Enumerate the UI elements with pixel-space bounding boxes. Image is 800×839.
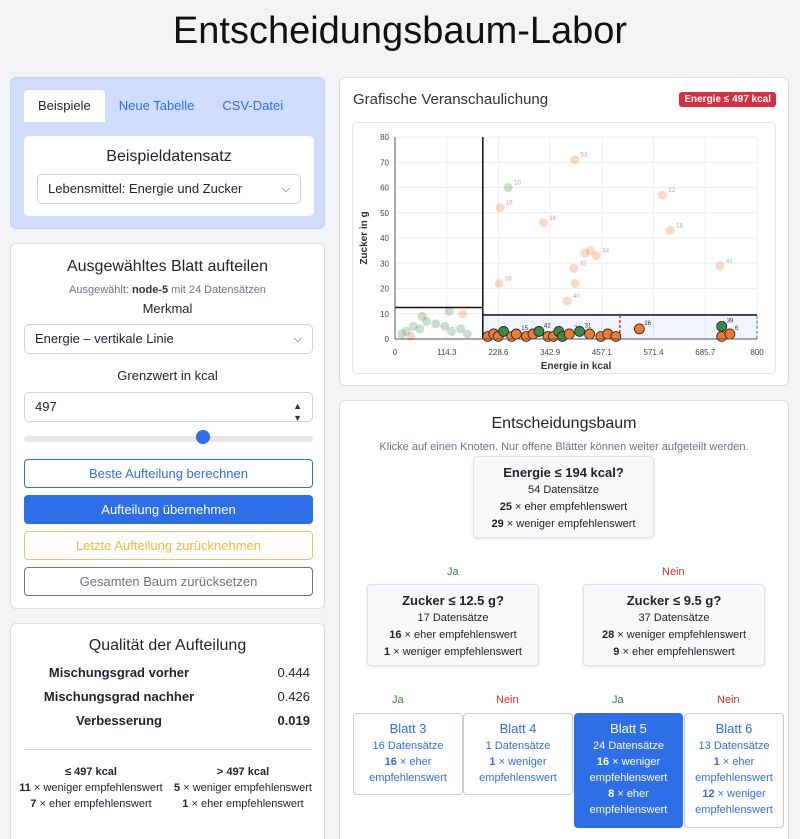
y-tick-label: 10 <box>380 309 389 319</box>
leaf-class-line: 16 × eher <box>384 756 432 768</box>
left-side-head: ≤ 497 kcal <box>65 766 117 778</box>
y-tick-label: 70 <box>380 158 389 168</box>
x-tick-label: 800 <box>750 348 764 357</box>
faded-data-point <box>592 251 601 260</box>
point-label: 39 <box>726 318 734 325</box>
y-tick-label: 20 <box>380 284 389 294</box>
node-title: Energie ≤ 194 kcal? <box>503 465 624 480</box>
tab-neue-tabelle[interactable]: Neue Tabelle <box>118 98 195 113</box>
point-label: 38 <box>505 276 512 283</box>
point-label: 42 <box>543 323 551 330</box>
faded-data-point <box>415 324 424 333</box>
right-side-head: > 497 kcal <box>216 766 270 778</box>
best-split-button[interactable]: Beste Aufteilung berechnen <box>24 459 313 488</box>
faded-data-point <box>539 218 548 227</box>
y-tick-label: 40 <box>380 234 389 243</box>
faded-data-point <box>495 279 504 288</box>
right-side-line1: 5 × weniger empfehlenswert <box>174 782 312 794</box>
feature-label: Merkmal <box>142 301 193 316</box>
point-label: 40 <box>572 294 580 301</box>
leaf-class-line: 8 × eher <box>608 788 649 800</box>
branch-label-nein: Nein <box>662 566 685 578</box>
faded-data-point <box>495 203 504 212</box>
node-class-line: 28 × weniger empfehlenswert <box>601 629 746 641</box>
data-point <box>725 329 735 339</box>
split-title: Ausgewähltes Blatt aufteilen <box>66 258 268 275</box>
faded-data-point <box>666 226 675 235</box>
tab-csv-datei[interactable]: CSV-Datei <box>222 98 284 113</box>
point-label: 6 <box>734 325 739 332</box>
node-count: 37 Datensätze <box>638 612 710 624</box>
quality-title: Qualität der Aufteilung <box>88 637 247 654</box>
data-point <box>564 329 574 339</box>
faded-data-point <box>463 329 472 338</box>
point-label: 32 <box>579 261 587 268</box>
point-label: 53 <box>580 152 588 159</box>
point-label: 15 <box>521 325 528 332</box>
x-tick-label: 114.3 <box>437 348 457 357</box>
y-tick-label: 80 <box>380 133 389 142</box>
point-label: 22 <box>668 188 676 195</box>
y-tick-label: 50 <box>380 208 389 218</box>
data-point <box>717 321 727 331</box>
right-side-line2: 1 × eher empfehlenswert <box>182 798 304 810</box>
x-tick-label: 228.6 <box>488 348 509 357</box>
node-count: 17 Datensätze <box>417 612 489 624</box>
point-label: 18 <box>676 223 683 230</box>
point-label: 19 <box>505 200 513 207</box>
threshold-input[interactable] <box>24 392 313 422</box>
quality-card <box>10 623 325 839</box>
branch-label-ja: Ja <box>612 694 624 706</box>
tree-leaf-4[interactable] <box>463 713 573 795</box>
x-tick-label: 571.4 <box>643 348 664 357</box>
leaf-class-line: 16 × weniger <box>596 756 661 768</box>
data-point <box>611 331 621 341</box>
source-tabs <box>24 90 297 122</box>
example-select[interactable] <box>37 174 301 204</box>
branch-label-nein: Nein <box>717 694 740 706</box>
node-class-line: 25 × eher empfehlenswert <box>499 501 628 513</box>
y-tick-label: 60 <box>380 183 389 193</box>
left-side-line2: 7 × eher empfehlenswert <box>30 798 152 810</box>
tree-hint: Klicke auf einen Knoten. Nur offene Blätter können weiter aufgeteilt werden. <box>379 441 749 453</box>
faded-data-point <box>715 261 724 270</box>
faded-data-point <box>504 183 513 192</box>
leaf-count: 1 Datensätze <box>485 740 551 752</box>
point-label: 10 <box>514 180 521 187</box>
point-label: 16 <box>549 215 557 222</box>
tree-node-root[interactable] <box>473 456 654 538</box>
leaf-class-line: empfehlenswert <box>589 804 668 816</box>
faded-data-point <box>571 279 580 288</box>
point-label: 26 <box>644 320 652 327</box>
faded-data-point <box>569 264 578 273</box>
plot-area <box>352 122 776 374</box>
faded-data-point <box>658 191 667 200</box>
x-tick-label: 342.9 <box>540 348 561 357</box>
example-panel <box>24 136 314 216</box>
chevron-down-icon: ⌵ <box>281 183 290 195</box>
chevron-down-icon: ⌵ <box>293 333 302 345</box>
feature-select[interactable] <box>24 324 313 354</box>
data-point <box>534 326 544 336</box>
leaf-class-line: 1 × eher <box>713 756 755 768</box>
undo-split-button[interactable]: Letzte Aufteilung zurücknehmen <box>24 531 313 560</box>
faded-data-point <box>447 327 456 336</box>
y-tick-label: 0 <box>384 335 389 344</box>
example-select-value: Lebensmittel: Energie und Zucker <box>48 181 243 196</box>
tree-node-left[interactable] <box>367 584 539 666</box>
quality-divider <box>25 749 312 750</box>
scatter-plot[interactable] <box>353 123 775 373</box>
data-point <box>575 326 585 336</box>
branch-label-ja: Ja <box>447 566 459 578</box>
tree-title: Entscheidungsbaum <box>491 415 637 432</box>
x-tick-label: 457.1 <box>591 348 612 357</box>
apply-split-button[interactable]: Aufteilung übernehmen <box>24 495 313 524</box>
quality-left-side <box>16 764 166 812</box>
node-class-line: 9 × eher empfehlenswert <box>613 646 735 658</box>
point-label: 34 <box>602 248 610 255</box>
threshold-value: 497 <box>35 399 57 414</box>
tree-leaf-6[interactable] <box>684 713 784 828</box>
left-side-line1: 11 × weniger empfehlenswert <box>19 782 163 794</box>
leaf-title: Blatt 5 <box>610 721 647 736</box>
faded-data-point <box>418 312 427 321</box>
leaf-title: Blatt 6 <box>715 721 753 736</box>
x-axis-label: Energie in kcal <box>540 361 612 372</box>
branch-label-nein: Nein <box>496 694 519 706</box>
node-count: 54 Datensätze <box>528 484 599 496</box>
leaf-class-line: empfehlenswert <box>479 772 557 784</box>
leaf-class-line: empfehlenswert <box>589 772 668 784</box>
quality-value: 0.444 <box>277 665 310 680</box>
leaf-class-line: 1 × weniger <box>489 756 547 768</box>
threshold-slider-track[interactable] <box>24 436 313 442</box>
data-point <box>585 329 595 339</box>
tree-node-right[interactable] <box>583 584 765 666</box>
y-axis-label: Zucker in g <box>359 211 370 265</box>
leaf-count: 24 Datensätze <box>593 740 664 752</box>
tree-leaf-3[interactable] <box>353 713 463 795</box>
tab-beispiele[interactable]: Beispiele <box>24 90 105 122</box>
selected-prefix: Ausgewählt: <box>69 284 133 296</box>
y-tick-label: 30 <box>380 259 389 269</box>
split-badge: Energie ≤ 497 kcal <box>679 92 776 107</box>
leaf-title: Blatt 4 <box>499 721 537 736</box>
selected-suffix: mit 24 Datensätzen <box>168 284 266 296</box>
node-class-line: 1 × weniger empfehlenswert <box>384 646 522 658</box>
point-label: 31 <box>584 323 592 330</box>
selected-info <box>11 284 324 296</box>
stepper-icon[interactable]: ▲ ▼ <box>293 401 302 423</box>
leaf-class-line: empfehlenswert <box>695 804 773 816</box>
reset-tree-button[interactable]: Gesamten Baum zurücksetzen <box>24 567 313 596</box>
quality-label: Mischungsgrad nachher <box>43 689 195 704</box>
leaf-class-line: 12 × weniger <box>702 788 766 800</box>
leaf-class-line: empfehlenswert <box>695 772 773 784</box>
feature-select-value: Energie – vertikale Linie <box>35 331 174 346</box>
selected-node: node-5 <box>132 284 169 296</box>
x-tick-label: 685.7 <box>695 348 716 357</box>
quality-right-side <box>168 764 318 812</box>
faded-data-point <box>458 309 467 318</box>
app-title: Entscheidungsbaum-Labor <box>172 10 628 52</box>
x-tick-label: 0 <box>392 348 398 357</box>
quality-label: Mischungsgrad vorher <box>48 665 190 680</box>
quality-value: 0.019 <box>277 713 310 728</box>
node-title: Zucker ≤ 12.5 g? <box>402 593 504 608</box>
node-title: Zucker ≤ 9.5 g? <box>626 593 722 608</box>
data-point <box>634 324 644 334</box>
quality-label: Verbesserung <box>76 713 162 728</box>
tree-card <box>339 400 789 839</box>
chart-card <box>339 77 789 386</box>
chart-title: Grafische Veranschaulichung <box>353 91 549 108</box>
leaf-class-line: empfehlenswert <box>369 772 447 784</box>
data-point <box>511 329 521 339</box>
faded-data-point <box>431 319 440 328</box>
example-card <box>10 77 325 229</box>
leaf-count: 16 Datensätze <box>372 740 444 752</box>
node-class-line: 29 × weniger empfehlenswert <box>491 518 636 530</box>
example-title: Beispieldatensatz <box>106 148 232 165</box>
branch-label-ja: Ja <box>392 694 404 706</box>
tree-leaf-5-selected[interactable] <box>574 713 683 828</box>
faded-data-point <box>562 297 571 306</box>
leaf-count: 13 Datensätze <box>698 740 770 752</box>
faded-data-point <box>570 155 579 164</box>
quality-value: 0.426 <box>277 689 310 704</box>
leaf-title: Blatt 3 <box>389 721 427 736</box>
point-label: 41 <box>725 258 733 265</box>
threshold-label: Grenzwert in kcal <box>117 368 218 383</box>
split-card <box>10 243 325 609</box>
faded-data-point <box>406 332 415 341</box>
node-class-line: 16 × eher empfehlenswert <box>389 629 517 641</box>
